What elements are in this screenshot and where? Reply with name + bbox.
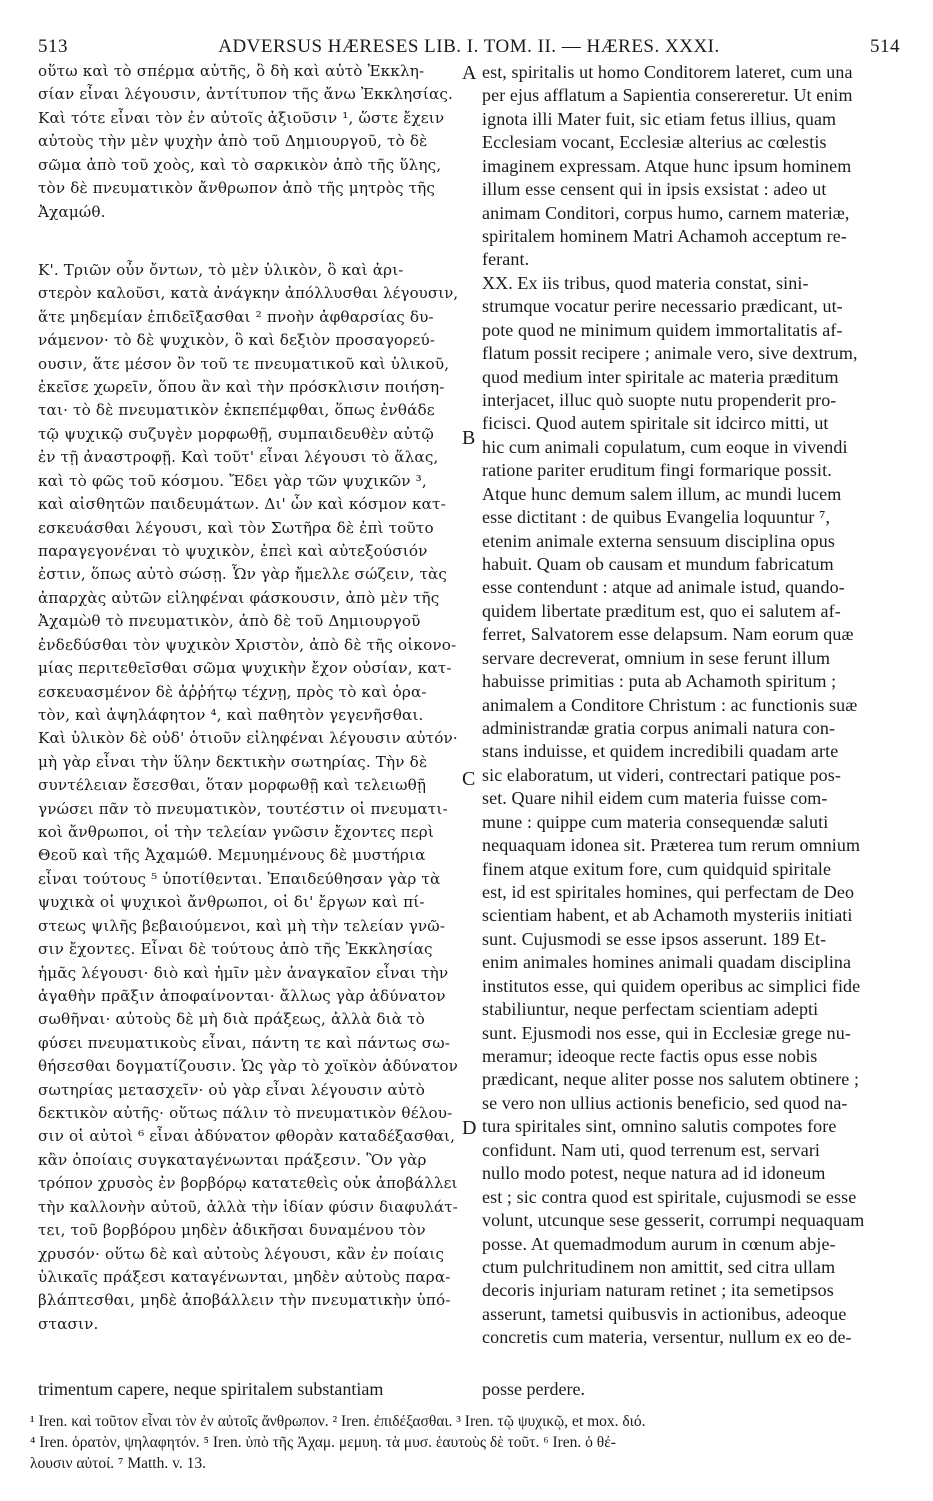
latin-text-line: strumque vocatur perire necessario prædicant, ut- [482, 296, 843, 317]
latin-text-line: sunt. Ejusmodi nos esse, qui in Ecclesiæ grege nu- [482, 1022, 851, 1043]
greek-text-line: Ἀχαμὼθ τὸ πνευματικὸν, ἀπὸ δὲ τοῦ Δημιουργοῦ [38, 612, 421, 631]
latin-text-line: imaginem expressam. Atque hunc ipsum hominem [482, 155, 852, 176]
greek-text-line: θήσεσθαι δογματίζουσιν. Ὡς γὰρ τὸ χοϊκὸν ἀδύνατον [38, 1057, 458, 1076]
running-head-title: ADVERSUS HÆRESES LIB. I. TOM. II. — HÆRES. XXXI. [218, 36, 720, 57]
latin-text-line: quod medium inter spiritale ac materia præditum [482, 366, 839, 387]
greek-text-line: οὕτω καὶ τὸ σπέρμα αὐτῆς, ὃ δὴ καὶ αὐτὸ Ἐκκλη- [38, 62, 425, 80]
latin-text-line: est ; sic contra quod est spiritale, cujusmodi se esse [482, 1186, 857, 1207]
greek-text-line: αὐτοὺς τὴν μὲν ψυχὴν ἀπὸ τοῦ Δημιουργοῦ, τὸ δὲ [38, 132, 428, 151]
footnote-line: λουσιν αὐτοί. ⁷ Matth. v. 13. [30, 1455, 206, 1472]
continuation-left: trimentum capere, neque spiritalem substantiam [38, 1379, 384, 1399]
latin-text-line: habuisse primitias : puta ab Achamoth spiritum ; [482, 671, 837, 692]
latin-text-line: prædicant, neque aliter posse nos salutem obtinere ; [482, 1069, 860, 1090]
continuation-right: posse perdere. [482, 1379, 585, 1399]
margin-letter-a: A [462, 62, 477, 84]
greek-text-line: ουσιν, ἅτε μέσον ὂν τοῦ τε πνευματικοῦ καὶ ὑλικοῦ, [38, 354, 450, 373]
greek-text-line: σῶμα ἀπὸ τοῦ χοὸς, καὶ τὸ σαρκικὸν ἀπὸ τῆς ὕλης, [38, 155, 442, 174]
greek-text-line: τὴν καλλονὴν αὐτοῦ, ἀλλὰ τὴν ἰδίαν φύσιν διαφυλάτ- [38, 1197, 458, 1216]
page-number-right: 514 [870, 36, 900, 57]
latin-text-line: set. Quare nihil eidem cum materia fuisse com- [482, 788, 828, 809]
latin-text-line: spiritalem hominem Matri Achamoh acceptum re- [482, 226, 847, 246]
greek-text-line: τρόπον χρυσὸς ἐν βορβόρῳ κατατεθεὶς οὐκ ἀποβάλλει [38, 1174, 458, 1193]
greek-text-line: φύσει πνευματικοὺς εἶναι, πάντη τε καὶ πάντως σω- [38, 1033, 451, 1052]
margin-letter-d: D [462, 1117, 477, 1139]
latin-text-line: Atque hunc demum salem illum, ac mundi lucem [482, 483, 842, 504]
greek-text-line: παραγεγονέναι τὸ ψυχικὸν, ἐπεὶ καὶ αὐτεξούσιόν [38, 541, 428, 560]
greek-text-line: σιν ἔχοντες. Εἶναι δὲ τούτους ἀπὸ τῆς Ἐκκλησίας [38, 940, 433, 959]
latin-text-line: asserunt, tametsi quibusvis in actionibus, adeoque [482, 1303, 847, 1324]
latin-text-line: sic elaboratum, ut videri, contrectari patique pos- [482, 764, 841, 785]
greek-text-line: σίαν εἶναι λέγουσιν, ἀντίτυπον τῆς ἄνω Ἐκκλησίας. [38, 85, 454, 104]
greek-text-line: κοὶ ἄνθρωποι, οἱ τὴν τελείαν γνῶσιν ἔχοντες περὶ [38, 823, 434, 842]
greek-text-line: ἅτε μηδεμίαν ἐπιδεῖξασθαι ² πνοὴν ἀφθαρσίας δυ- [38, 307, 434, 326]
greek-text-line: ἐνδεδύσθαι τὸν ψυχικὸν Χριστὸν, ἀπὸ δὲ τῆς οἰκονο- [38, 635, 457, 654]
greek-text-line: Κ'. Τριῶν οὖν ὄντων, τὸ μὲν ὑλικὸν, ὃ καὶ ἀρι- [38, 260, 404, 279]
greek-text-line: δεκτικὸν αὐτῆς· οὕτως πάλιν τὸ πνευματικὸν θέλου- [38, 1104, 453, 1123]
latin-text-line: decoris injuriam naturam retinet ; ita semetipsos [482, 1280, 834, 1301]
latin-text-line: finem atque exitum fore, cum quidquid spiritale [482, 858, 832, 879]
greek-text-line: εἶναι τούτους ⁵ ὑποτίθενται. Ἐπαιδεύθησαν γὰρ τὰ [38, 869, 441, 888]
greek-text-line: καὶ τὸ φῶς τοῦ κόσμου. Ἔδει γὰρ τῶν ψυχικῶν ³, [38, 471, 427, 490]
greek-text-line: καὶ αἰσθητῶν παιδευμάτων. Δι' ὧν καὶ κόσμον κατ- [38, 495, 446, 514]
footnote-line: ⁴ Iren. ὁρατὸν, ψηλαφητόν. ⁵ Iren. ὑπὸ τῆς Ἀχαμ. μεμυη. τὰ μυσ. ἑαυτοὺς δὲ τοῦτ. ⁶ Iren. ὁ θέ- [30, 1434, 616, 1451]
greek-text-line: Καὶ τότε εἶναι τὸν ἐν αὐτοῖς ἀξιοῦσιν ¹, ὥστε ἔχειν [38, 108, 445, 127]
greek-text-line: Καὶ ὑλικὸν δὲ οὐδ' ὁτιοῦν εἰληφέναι λέγουσιν αὐτόν· [38, 729, 458, 748]
page-number-left: 513 [38, 36, 68, 57]
latin-text-line: habuit. Quam ob causam et mundum fabricatum [482, 554, 834, 575]
greek-text-line: στερὸν καλοῦσι, κατὰ ἀνάγκην ἀπόλλυσθαι λέγουσιν, [38, 284, 459, 303]
latin-text-line: pote quod ne minimum quidem immortalitatis af- [482, 319, 843, 340]
latin-text-line: administrandæ gratia corpus animali natura con- [482, 718, 836, 739]
greek-text-line: εσκευασμένον δὲ ἀῤῥήτῳ τέχνῃ, πρὸς τὸ καὶ ὁρα- [38, 682, 427, 701]
latin-text-line: ctum pulchritudinem non amittit, sed citra ullam [482, 1256, 836, 1277]
margin-letter-c: C [462, 768, 476, 790]
greek-text-line: σωτηρίας μετασχεῖν· οὐ γὰρ εἶναι λέγουσιν αὐτὸ [38, 1080, 426, 1099]
greek-text-line: στεως ψιλῆς βεβαιούμενοι, καὶ μὴ τὴν τελείαν γνῶ- [38, 916, 446, 935]
latin-text-line: posse. At quemadmodum aurum in cœnum abje- [482, 1233, 836, 1254]
greek-text-line: χρυσόν· οὕτω δὲ καὶ αὐτοὺς λέγουσι, κἂν ἐν ποίαις [38, 1244, 445, 1263]
greek-text-line: κἂν ὁποίαις συγκαταγένωνται πράξεσιν. Ὃν γὰρ [38, 1150, 427, 1169]
greek-text-line: νάμενον· τὸ δὲ ψυχικὸν, ὃ καὶ δεξιὸν προσαγορεύ- [38, 331, 436, 350]
latin-text-line: meramur; ideoque recte factis opus esse nobis [482, 1046, 818, 1067]
latin-text-line: ignota illi Mater fuit, sic etiam fetus illius, quam [482, 108, 837, 129]
latin-text-line: quidem libertate præditum est, quo ei salutem af- [482, 600, 841, 621]
greek-text-line: εσκευάσθαι λέγουσι, καὶ τὸν Σωτῆρα δὲ ἐπὶ τοῦτο [38, 518, 434, 537]
greek-text-line: ἀγαθὴν πρᾶξιν ἀποφαίνονται· ἄλλως γὰρ ἀδύνατον [38, 986, 446, 1005]
greek-text-line: συντέλειαν ἔσεσθαι, ὅταν μορφωθῇ καὶ τελειωθῇ [38, 776, 427, 795]
latin-text-line: flatum possit recipere ; animale vero, sive dextrum, [482, 343, 858, 364]
greek-text-line: σωθῆναι· αὐτοὺς δὲ μὴ διὰ πράξεως, ἀλλὰ διὰ τὸ [38, 1010, 425, 1029]
greek-text-line: ἀπαρχὰς αὐτῶν εἰληφέναι φάσκουσιν, ἀπὸ μὲν τῆς [38, 588, 440, 607]
latin-text-line: enim animales homines animali quadam disciplina [482, 952, 852, 973]
latin-text-line: ratione pariter eruditum fingi formarique possit. [482, 460, 832, 481]
greek-text-line: ψυχικὰ οἱ ψυχικοὶ ἄνθρωποι, οἱ δι' ἔργων καὶ πί- [38, 893, 425, 912]
latin-text-line: hic cum animali copulatum, cum eoque in vivendi [482, 436, 848, 457]
latin-text-line: Ecclesiam vocant, Ecclesiæ alterius ac cœlestis [482, 132, 827, 153]
greek-text-line: τει, τοῦ βορβόρου μηδὲν ἀδικῆσαι δυναμένου τὸν [38, 1221, 426, 1240]
greek-text-line: στασιν. [38, 1314, 99, 1333]
latin-text-line: per ejus afflatum a Sapientia consereretur. Ut enim [482, 85, 853, 106]
latin-text-line: confidunt. Nam uti, quod terrenum est, servari [482, 1139, 821, 1160]
running-header [38, 36, 900, 62]
latin-text-line: ferant. [482, 249, 530, 270]
latin-text-line: stans induisse, et quidem incredibili quadam arte [482, 741, 839, 762]
latin-text-line: est, id est spiritales homines, qui perfectam de Deo [482, 882, 855, 903]
latin-text-line: tura spiritales sint, omnino salutis compotes fore [482, 1116, 837, 1137]
latin-text-line: illum esse censent qui in ipsis exsistat : adeo ut [482, 179, 827, 200]
margin-letter-b: B [462, 427, 476, 449]
latin-text-line: esse dictitant : de quibus Evangelia loquuntur ⁷, [482, 507, 831, 528]
latin-text-line: institutos esse, qui quidem operibus ac simplici fide [482, 975, 861, 996]
latin-text-line: animalem a Conditore Christum : ac functionis suæ [482, 694, 858, 715]
greek-text-line: Θεοῦ καὶ τῆς Ἀχαμώθ. Μεμυημένους δὲ μυστήρια [38, 846, 426, 865]
greek-text-line: ἐστιν, ὅπως αὐτὸ σώσῃ. Ὧν γὰρ ἤμελλε σώζειν, τὰς [38, 565, 448, 584]
greek-text-line: ἐκεῖσε χωρεῖν, ὅπου ἂν καὶ τὴν πρόσκλισιν ποιήση- [38, 378, 445, 397]
greek-text-line: τὸν, καὶ ἀψηλάφητον ⁴, καὶ παθητὸν γεγενῆσθαι. [38, 705, 424, 724]
latin-text-line: esse contendunt : atque ad animale istud, quando- [482, 577, 845, 598]
latin-text-line: etenim animale externa sensuum disciplina opus [482, 530, 836, 551]
latin-text-line: sunt. Cujusmodi se esse ipsos asserunt. 189 Et- [482, 928, 827, 949]
latin-text-line: stabiliuntur, neque perfectam scientiam adepti [482, 999, 819, 1020]
greek-text-line: μίας περιτεθεῖσθαι σῶμα ψυχικὴν ἔχον οὐσίαν, κατ- [38, 659, 452, 678]
greek-text-line: Ἀχαμώθ. [38, 202, 106, 221]
footnote-line: ¹ Iren. καὶ τοῦτον εἶναι τὸν ἐν αὐτοῖς ἄνθρωπον. ² Iren. ἐπιδέξασθαι. ³ Iren. τῷ ψυχικῷ, et mox. διό. [30, 1413, 646, 1430]
greek-text-line: ἐν τῇ ἀναστροφῇ. Καὶ τοῦτ' εἶναι λέγουσι τὸ ἅλας, [38, 448, 439, 467]
greek-text-line: σιν οἱ αὐτοὶ ⁶ εἶναι ἀδύνατον φθορὰν καταδέξασθαι, [38, 1127, 456, 1146]
latin-text-line: est, spiritalis ut homo Conditorem lateret, cum una [482, 62, 853, 82]
greek-text-line: ται· τὸ δὲ πνευματικὸν ἐκπεπέμφθαι, ὅπως ἐνθάδε [38, 401, 435, 420]
greek-text-line: βλάπτεσθαι, μηδὲ ἀποβάλλειν τὴν πνευματικὴν ὑπό- [38, 1291, 451, 1310]
latin-text-line: ferret, Salvatorem esse delapsum. Nam eorum quæ [482, 624, 854, 645]
latin-text-line: scientiam habent, et ab Achamoth mysteriis initiati [482, 905, 853, 926]
greek-text-line: ὑλικαῖς πράξεσι καταγένωνται, μηδὲν αὐτοὺς παρα- [38, 1268, 451, 1286]
latin-text-line: nequaquam idonea sit. Præterea tum rerum omnium [482, 835, 861, 856]
latin-text-line: mune : quippe cum materia consequendæ saluti [482, 811, 829, 832]
latin-text-line: animam Conditori, corpus humo, carnem materiæ, [482, 202, 850, 223]
latin-text-line: nullo modo potest, neque natura ad id idoneum [482, 1163, 826, 1184]
latin-text-line: XX. Ex iis tribus, quod materia constat, sini- [482, 272, 809, 293]
latin-text-line: volunt, utcunque sese gesserit, corrumpi nequaquam [482, 1210, 865, 1231]
greek-text-line: ἡμᾶς λέγουσι· διὸ καὶ ἡμῖν μὲν ἀναγκαῖον εἶναι τὴν [38, 963, 449, 982]
greek-text-line: μὴ γὰρ εἶναι τὴν ὕλην δεκτικὴν σωτηρίας. Τὴν δὲ [38, 752, 428, 771]
latin-text-line: servare decreverat, omnium in sese ferunt illum [482, 647, 831, 668]
latin-text-line: interjacet, illuc quò suopte nutu propenderit pro- [482, 390, 837, 411]
latin-text-line: se vero non ullius actionis beneficio, sed quod na- [482, 1092, 848, 1113]
greek-text-line: γνώσει πᾶν τὸ πνευματικὸν, τουτέστιν οἱ πνευματι- [38, 799, 448, 818]
latin-text-line: ficisci. Quod autem spiritale sit idcirco mitti, ut [482, 413, 829, 434]
greek-text-line: τῷ ψυχικῷ συζυγὲν μορφωθῇ, συμπαιδευθὲν αὐτῷ [38, 424, 434, 443]
latin-text-line: concretis cum materia, versentur, nullum ex eo de- [482, 1327, 852, 1348]
greek-text-line: τὸν δὲ πνευματικὸν ἄνθρωπον ἀπὸ τῆς μητρὸς τῆς [38, 179, 436, 198]
